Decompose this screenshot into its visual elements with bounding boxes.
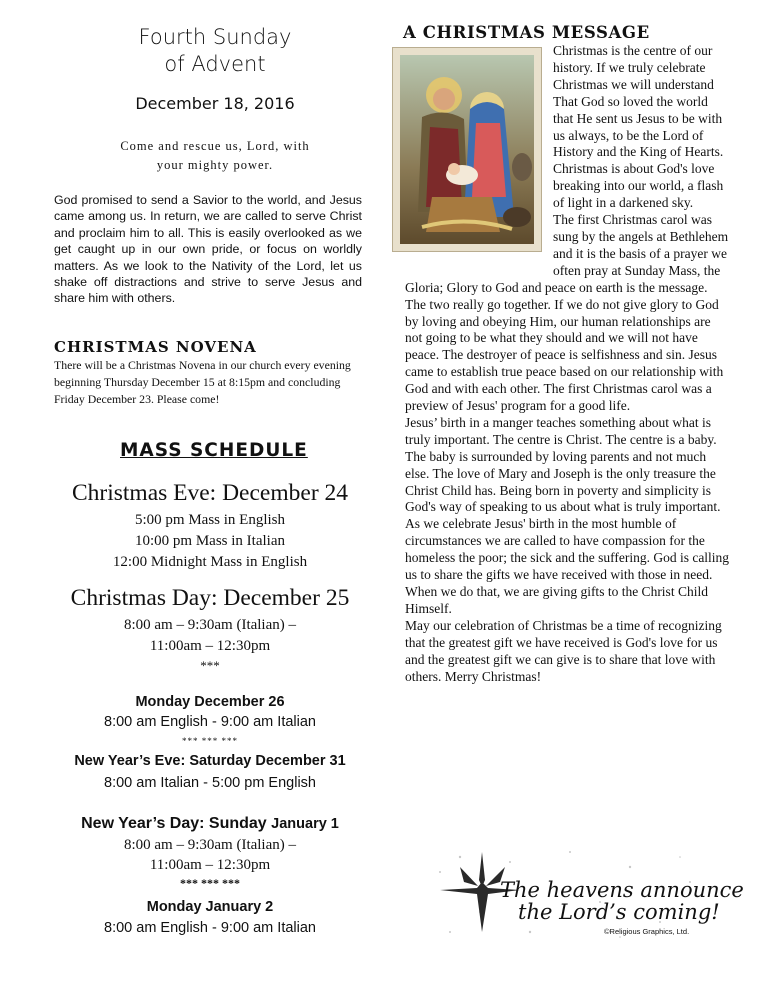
- christmas-day-times: [50, 615, 370, 657]
- nyd-line: 8:00 am – 9:30am (Italian) –: [123, 837, 297, 853]
- message-paragraph: Christmas is the centre of our history. If we truly celebrate Christmas we will understand That God so loved the world that He sent us Jesus to be with us always, to be the Lord of History and the King of Hearts. Christmas is about God's love breaking into our world, a flash of light in a darkened sky.: [553, 43, 724, 211]
- separator-stars: *** *** ***: [182, 736, 238, 746]
- bulletin-title-line1: Fourth Sunday: [138, 25, 292, 49]
- message-paragraph: The first Christmas carol was sung by the angels at Bethlehem and it is the basis of a prayer we often pray at Sunday Mass, the Gloria; Glory to God and peace on earth is the message. The two really go together. If we do not give glory to God by loving and obeying Him, our human relationships are not going to be what they should and we will not have peace. The destroyer of peace is selfishness and sin. Jesus came to establish true peace based on our relationship with God and with each other. The first Christmas carol was a preview of Jesus' program for a good life.: [405, 212, 729, 414]
- motto: [80, 137, 350, 175]
- eve-line: 5:00 pm Mass in English: [134, 512, 285, 528]
- new-years-day-label: New Year’s Day: Sunday: [81, 815, 267, 832]
- christmas-eve-heading: Christmas Eve: December 24: [71, 480, 349, 506]
- day-line: 8:00 am – 9:30am (Italian) –: [123, 617, 297, 633]
- eve-line: 10:00 pm Mass in Italian: [135, 533, 285, 549]
- motto-line2: your mighty power.: [156, 158, 274, 172]
- monday-dec26-times: 8:00 am English - 9:00 am Italian: [104, 714, 316, 730]
- nyd-line: 11:00am – 12:30pm: [149, 857, 271, 873]
- christmas-eve-times: [50, 510, 370, 573]
- message-paragraph: As we celebrate Jesus' birth in the most humble of circumstances we are called to have compassion for the homeless the poor; the sick and the suffering. God is calling us to share the gifts we have received with those in need. When we do that, we are giving gifts to the Christ Child Himself.: [405, 516, 730, 616]
- message-paragraph: May our celebration of Christmas be a time of recognizing that the greatest gift we have received is God's love for us and the greatest gift we can give is to share that love with others. Merry Christmas!: [405, 617, 722, 684]
- heavens-line1: The heavens announce: [500, 878, 744, 902]
- christmas-message-body: [405, 43, 731, 685]
- picture-wrap-space: [405, 43, 553, 277]
- new-years-day-date: January 1: [271, 816, 339, 832]
- motto-line1: Come and rescue us, Lord, with: [120, 139, 310, 153]
- christmas-day-heading: Christmas Day: December 25: [70, 585, 350, 611]
- novena-heading: CHRISTMAS NOVENA: [54, 338, 257, 356]
- christmas-message-heading: A CHRISTMAS MESSAGE: [403, 23, 650, 42]
- bulletin-date: December 18, 2016: [135, 94, 295, 113]
- monday-jan2-times: 8:00 am English - 9:00 am Italian: [104, 920, 316, 936]
- monday-jan2-heading: Monday January 2: [146, 899, 274, 915]
- bulletin-title-line2: of Advent: [164, 52, 266, 76]
- new-years-day-times: [50, 835, 370, 875]
- message-paragraph: Jesus’ birth in a manger teaches something about what is truly important. The centre is Christ. The centre is a baby. The baby is surrounded by loving parents and not much else. The love of Mary and Joseph is the only treasure the Christ Child has. Being born in poverty and simplicity is God's way of speaking to us about what is truly important.: [405, 414, 721, 515]
- day-line: 11:00am – 12:30pm: [149, 638, 271, 654]
- new-years-day-heading: [40, 815, 380, 833]
- intro-paragraph: God promised to send a Savior to the world, and Jesus came among us. In return, we are called to serve Christ and proclaim him to all. This is easily overlooked as we get caught up in our own pride, or focus on worldly matters. As we look to the Nativity of the Lord, let us shake off distractions and strive to serve Jesus and share him with others.: [54, 193, 362, 306]
- monday-dec26-heading: Monday December 26: [135, 694, 285, 710]
- new-years-eve-heading: New Year’s Eve: Saturday December 31: [74, 753, 346, 769]
- bulletin-title: [85, 24, 345, 78]
- separator-stars: *** *** ***: [180, 876, 240, 890]
- eve-line: 12:00 Midnight Mass in English: [112, 554, 308, 570]
- mass-schedule-heading: MASS SCHEDULE: [120, 440, 308, 461]
- heavens-line2: the Lord’s coming!: [518, 900, 720, 924]
- novena-text: There will be a Christmas Novena in our church every evening beginning Thursday December 15 at 8:15pm and concluding Friday December 23. Please come!: [54, 358, 351, 406]
- art-credit: ©Religious Graphics, Ltd.: [604, 927, 690, 936]
- separator-stars: ***: [200, 658, 220, 673]
- new-years-eve-times: 8:00 am Italian - 5:00 pm English: [104, 775, 316, 791]
